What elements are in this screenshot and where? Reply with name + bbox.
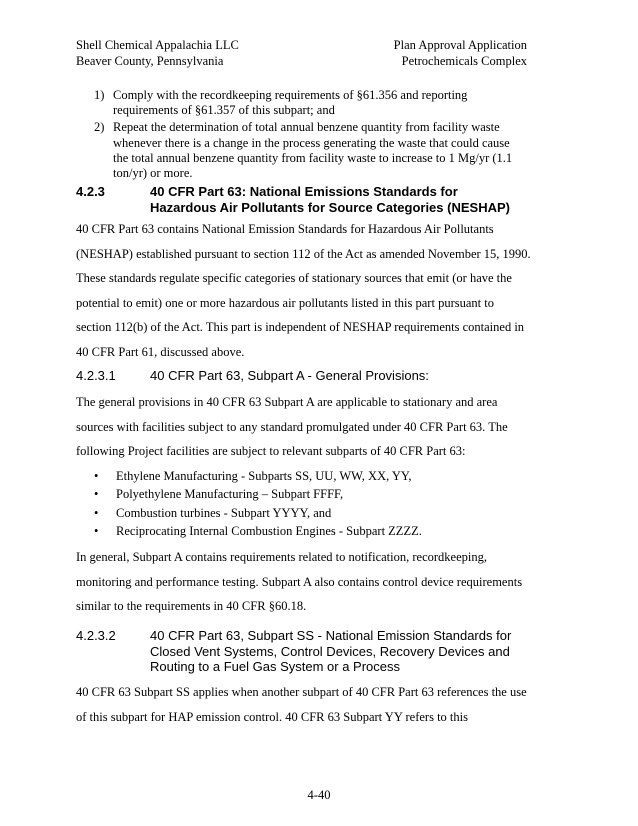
bullet-text: Reciprocating Internal Combustion Engines - Subpart ZZZZ. <box>116 523 422 538</box>
list-item-text: Repeat the determination of total annual benzene quantity from facility waste whenever there is a change in the process generating the waste that could cause the total annual benzene quantity from facility waste to increase to 1 Mg/yr (1.1 ton/yr) or more. <box>113 120 513 181</box>
list-item-text: Comply with the recordkeeping requirements of §61.356 and reporting requirements of §61.357 of this subpart; and <box>113 88 468 118</box>
bullet-icon: • <box>94 469 99 483</box>
header-document-type: Plan Approval Application <box>393 38 527 52</box>
bullet-list <box>94 467 514 540</box>
section-4-2-3-2-body: 40 CFR 63 Subpart SS applies when another subpart of 40 CFR Part 63 references the use of this subpart for HAP emission control. 40 CFR 63 Subpart YY refers to this <box>76 685 527 724</box>
section-4-2-3-body: 40 CFR Part 63 contains National Emission Standards for Hazardous Air Pollutants (NESHAP) established pursuant to section 112 of the Act as amended November 15, 1990. These standards regulate specific categories of stationary sources that emit (or have the potential to emit) one or more hazardous air pollutants listed in this part pursuant to section 112(b) of the Act. This part is independent of NESHAP requirements contained in 40 CFR Part 61, discussed above. <box>76 222 531 359</box>
list-item <box>94 504 514 522</box>
list-item <box>94 485 514 503</box>
list-item-number: 2) <box>94 120 105 135</box>
list-item-number: 1) <box>94 88 105 102</box>
section-title: 40 CFR Part 63: National Emissions Standards for Hazardous Air Pollutants for Source Categories (NESHAP) <box>150 184 510 215</box>
bullet-icon: • <box>94 487 99 502</box>
list-item <box>94 120 524 181</box>
bullet-text: Ethylene Manufacturing - Subparts SS, UU, WW, XX, YY, <box>116 469 412 483</box>
section-number: 4.2.3 <box>76 184 105 199</box>
bullet-icon: • <box>94 505 99 520</box>
section-4-2-3-1-body: The general provisions in 40 CFR 63 Subpart A are applicable to stationary and area sources with facilities subject to any standard promulgated under 40 CFR Part 63. The following Project facilities are subject to relevant subparts of 40 CFR Part 63: <box>76 395 508 458</box>
bullet-text: Polyethylene Manufacturing – Subpart FFFF, <box>116 487 344 502</box>
header-project: Petrochemicals Complex <box>401 54 527 68</box>
header-location: Beaver County, Pennsylvania <box>76 54 224 68</box>
section-number: 4.2.3.2 <box>76 628 116 643</box>
bullet-icon: • <box>94 523 99 538</box>
list-item <box>94 88 524 118</box>
numbered-list <box>94 88 524 183</box>
section-title: 40 CFR Part 63, Subpart SS - National Emission Standards for Closed Vent Systems, Control Devices, Recovery Devices and Routing to a Fuel Gas System or a Process <box>150 628 512 675</box>
section-number: 4.2.3.1 <box>76 368 116 383</box>
page-number: 4-40 <box>307 788 331 802</box>
header-company: Shell Chemical Appalachia LLC <box>76 38 239 52</box>
header-right <box>394 37 527 69</box>
bullet-text: Combustion turbines - Subpart YYYY, and <box>116 505 332 520</box>
header-left <box>76 37 239 69</box>
list-item <box>94 467 514 485</box>
section-title: 40 CFR Part 63, Subpart A - General Provisions: <box>150 368 429 383</box>
section-4-2-3-1-body-2: In general, Subpart A contains requirements related to notification, recordkeeping, monitoring and performance testing. Subpart A also contains control device requirements similar to the requirements in 40 CFR §60.18. <box>76 550 523 613</box>
list-item <box>94 522 514 540</box>
